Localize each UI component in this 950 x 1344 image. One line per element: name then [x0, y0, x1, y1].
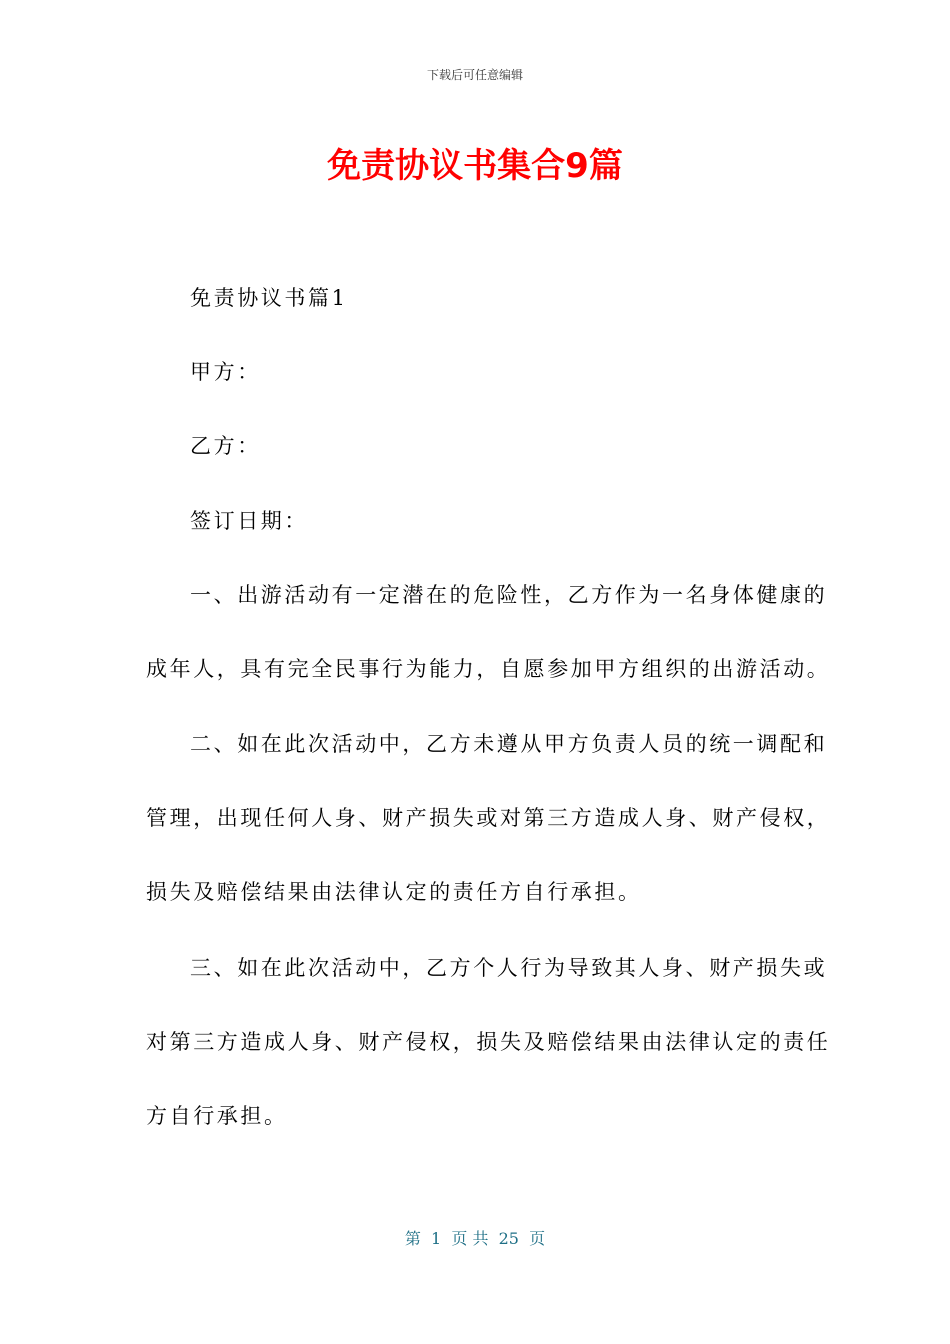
clause-2-line-3: 损失及赔偿结果由法律认定的责任方自行承担。: [146, 880, 642, 904]
clause-3-line-3: 方自行承担。: [146, 1104, 288, 1128]
header-note: 下载后可任意编辑: [426, 68, 523, 82]
clause-3-line-2: 对第三方造成人身、财产侵权，损失及赔偿结果由法律认定的责任: [146, 1030, 831, 1054]
clause-1-line-2: 成年人，具有完全民事行为能力，自愿参加甲方组织的出游活动。: [146, 657, 831, 681]
document-title: 免责协议书集合9篇: [327, 146, 623, 186]
sign-date-field: 签订日期：: [190, 509, 308, 533]
section-heading: 免责协议书篇1: [190, 286, 348, 310]
party-b-field: 乙方：: [190, 434, 261, 458]
clause-2-line-2: 管理，出现任何人身、财产损失或对第三方造成人身、财产侵权，: [146, 806, 831, 830]
page-number-footer: 第 1 页 共 25 页: [404, 1229, 546, 1248]
clause-2-line-1: 二、如在此次活动中，乙方未遵从甲方负责人员的统一调配和: [190, 732, 828, 756]
clause-1-line-1: 一、出游活动有一定潜在的危险性，乙方作为一名身体健康的: [190, 583, 828, 607]
party-a-field: 甲方：: [190, 360, 261, 384]
clause-3-line-1: 三、如在此次活动中，乙方个人行为导致其人身、财产损失或: [190, 956, 828, 980]
